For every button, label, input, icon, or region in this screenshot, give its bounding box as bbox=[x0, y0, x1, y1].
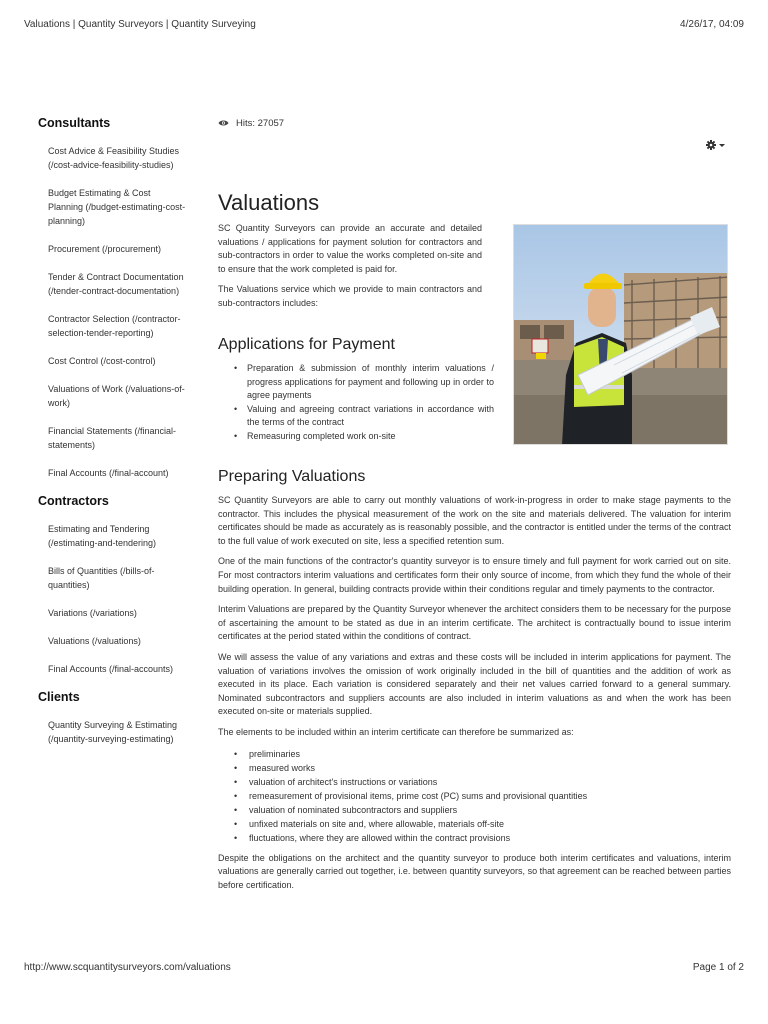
sidebar bbox=[38, 116, 188, 760]
sidebar-item-variations[interactable]: Variations (/variations) bbox=[48, 608, 137, 618]
sidebar-item-tender-contract[interactable]: Tender & Contract Documentation (/tender-contract-documentation) bbox=[48, 272, 184, 296]
surveyor-photo bbox=[513, 224, 728, 445]
sidebar-item-quantity-surveying-estimating[interactable]: Quantity Surveying & Estimating (/quantity-surveying-estimating) bbox=[48, 720, 178, 744]
sidebar-list bbox=[48, 718, 188, 746]
list-item: • measured works bbox=[232, 761, 731, 775]
page-title: Valuations bbox=[218, 190, 320, 215]
print-footer bbox=[24, 962, 744, 976]
print-header-title: Valuations | Quantity Surveyors | Quantity Surveying bbox=[24, 19, 256, 30]
list-item: • Preparation & submission of monthly interim valuations / progress applications for payment and following up in order to agree payments bbox=[232, 362, 494, 403]
sidebar-item-final-account[interactable]: Final Accounts (/final-account) bbox=[48, 468, 169, 478]
sidebar-item-final-accounts[interactable]: Final Accounts (/final-accounts) bbox=[48, 664, 174, 674]
applications-list bbox=[232, 362, 494, 444]
body-paragraph: SC Quantity Surveyors are able to carry out monthly valuations of work-in-progress in order to make stage payments to the contractor. This includes the physical measurement of the work on the site and materials delivered. The valuation for interim certificates should be made as accurately as is reasonably possible, and the contractor is entitled under the terms of the contract to the full value of work executed on site, less a specified retention sum. bbox=[218, 495, 731, 546]
list-item: • Remeasuring completed work on-site bbox=[232, 430, 494, 444]
sidebar-item-bills-of-quantities[interactable]: Bills of Quantities (/bills-of-quantities) bbox=[48, 566, 155, 590]
caret-down-icon bbox=[719, 144, 725, 147]
intro-paragraph: SC Quantity Surveyors can provide an accurate and detailed valuations / applications for payment solution for contractors and sub-contractors in order to value the works completed on-site and to ensure that the work completed is paid for. bbox=[218, 223, 482, 274]
sidebar-group-clients bbox=[38, 690, 188, 746]
preparing-body bbox=[218, 494, 731, 899]
closing-paragraph: Despite the obligations on the architect and the quantity surveyor to produce both interim certificates and valuations, interim valuations are generally carried out together, i.e. between quantity surveyors, so that agreement can be reached between parties before certification. bbox=[218, 852, 731, 890]
print-header-date: 4/26/17, 04:09 bbox=[680, 19, 744, 30]
print-footer-page: Page 1 of 2 bbox=[692, 962, 744, 973]
body-paragraph: One of the main functions of the contractor's quantity surveyor is to ensure timely and full payment for work carried out on site. For most contractors interim valuations and certificates form their only source of income, from which they fund the whole of their building operation. In general, building contracts provide within their conditions regular and timely payments to the contractor. bbox=[218, 556, 731, 594]
sidebar-item-contractor-selection[interactable]: Contractor Selection (/contractor-selection-tender-reporting) bbox=[48, 314, 181, 338]
preparing-heading: Preparing Valuations bbox=[218, 468, 366, 485]
hits-text: Hits: 27057 bbox=[236, 118, 285, 129]
sidebar-item-valuations-of-work[interactable]: Valuations of Work (/valuations-of-work) bbox=[48, 384, 185, 408]
body-paragraph: The elements to be included within an interim certificate can therefore be summarized as: bbox=[218, 726, 574, 737]
hits-counter bbox=[218, 118, 731, 132]
print-footer-url: http://www.scquantitysurveyors.com/valuations bbox=[24, 962, 231, 973]
sidebar-group-title: Contractors bbox=[38, 494, 109, 508]
sidebar-item-financial-statements[interactable]: Financial Statements (/financial-statements) bbox=[48, 426, 177, 450]
gear-icon bbox=[706, 139, 728, 151]
elements-list bbox=[232, 747, 731, 845]
intro-text bbox=[218, 222, 482, 318]
sidebar-list bbox=[48, 144, 188, 480]
sidebar-item-procurement[interactable]: Procurement (/procurement) bbox=[48, 244, 162, 254]
sidebar-item-valuations[interactable]: Valuations (/valuations) bbox=[48, 636, 141, 646]
list-item: • remeasurement of provisional items, prime cost (PC) sums and provisional quantities bbox=[232, 789, 731, 803]
intro-paragraph: The Valuations service which we provide to main contractors and sub-contractors includes: bbox=[218, 284, 482, 308]
print-header bbox=[24, 19, 744, 33]
sidebar-item-budget-estimating[interactable]: Budget Estimating & Cost Planning (/budget-estimating-cost-planning) bbox=[48, 188, 186, 226]
list-item: • Valuing and agreeing contract variations in accordance with the terms of the contract bbox=[232, 403, 494, 430]
body-paragraph: We will assess the value of any variations and extras and these costs will be included in interim applications for payment. The valuation of variations involves the omission of work originally included in the bill of quantities and the addition of work as executed in its place. Each variation is considered separately and their net values carried forward to a general summary. Nominated subcontractors and suppliers accounts are also included in interim valuations as and when the work has been executed on-site or materials supplied. bbox=[218, 651, 731, 717]
sidebar-group-title: Consultants bbox=[38, 116, 111, 130]
article-tools-button[interactable] bbox=[706, 138, 728, 150]
sidebar-item-estimating-tendering[interactable]: Estimating and Tendering (/estimating-and-tendering) bbox=[48, 524, 157, 548]
sidebar-list bbox=[48, 522, 188, 676]
list-item: • valuation of architect's instructions or variations bbox=[232, 775, 731, 789]
body-paragraph: Interim Valuations are prepared by the Quantity Surveyor whenever the architect considers them to be necessary for the purpose of ascertaining the amount to be stated as due in an interim certificate. The architect is contractually bound to issue interim certificates at the period stated within the conditions of contract. bbox=[218, 604, 731, 642]
sidebar-item-cost-advice[interactable]: Cost Advice & Feasibility Studies (/cost-advice-feasibility-studies) bbox=[48, 146, 180, 170]
applications-heading: Applications for Payment bbox=[218, 336, 395, 353]
list-item: • fluctuations, where they are allowed within the contract provisions bbox=[232, 831, 731, 845]
sidebar-item-cost-control[interactable]: Cost Control (/cost-control) bbox=[48, 356, 156, 366]
article-meta bbox=[218, 118, 731, 132]
sidebar-group-title: Clients bbox=[38, 690, 80, 704]
sidebar-group-consultants bbox=[38, 116, 188, 480]
eye-icon bbox=[218, 119, 229, 127]
sidebar-group-contractors bbox=[38, 494, 188, 676]
list-item: • valuation of nominated subcontractors and suppliers bbox=[232, 803, 731, 817]
list-item: • preliminaries bbox=[232, 747, 731, 761]
list-item: • unfixed materials on site and, where allowable, materials off-site bbox=[232, 817, 731, 831]
